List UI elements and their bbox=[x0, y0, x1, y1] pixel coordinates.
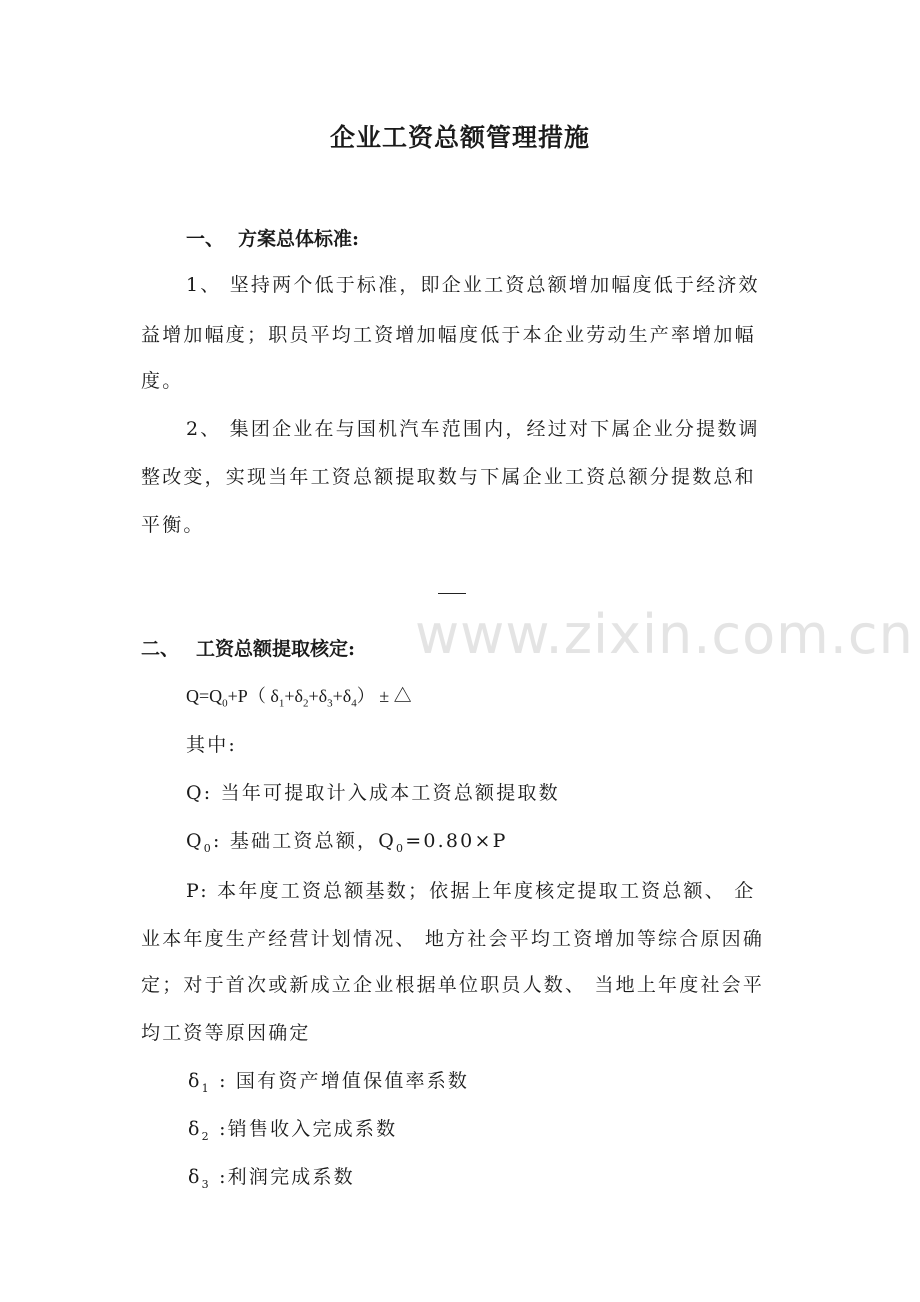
watermark: www.zixin.com.cn bbox=[415, 603, 914, 666]
formula: $Q=Q_0+P$（ $\delta_1+\delta_2+\delta_3+\delta_4$） ± △ bbox=[186, 686, 412, 710]
q-definition: Q: 当年可提取计入成本工资总额提取数 bbox=[186, 782, 560, 804]
q0-definition: $Q_0$: 基础工资总额，$Q_0=0.80\times P$ bbox=[186, 830, 508, 855]
delta3-definition: $\delta_3$ :利润完成系数 bbox=[188, 1166, 355, 1191]
p-def-line4: 均工资等原因确定 bbox=[141, 1022, 311, 1044]
section1-heading: 方案总体标准: bbox=[238, 228, 360, 250]
s1-p2-line2: 整改变，实现当年工资总额提取数与下属企业工资总额分提数总和 bbox=[141, 466, 756, 488]
s1-p1-line1: 1、 坚持两个低于标准，即企业工资总额增加幅度低于经济效 bbox=[186, 274, 760, 296]
page-divider bbox=[438, 593, 466, 594]
section1-number: 一、 bbox=[186, 228, 225, 250]
delta1-definition: $\delta_1$ : 国有资产增值保值率系数 bbox=[188, 1070, 470, 1095]
p-def-line1: P: 本年度工资总额基数；依据上年度核定提取工资总额、 企 bbox=[186, 880, 756, 902]
s1-p1-line3: 度。 bbox=[141, 370, 184, 392]
p-def-line3: 定；对于首次或新成立企业根据单位职员人数、 当地上年度社会平 bbox=[141, 974, 765, 996]
document-title: 企业工资总额管理措施 bbox=[329, 123, 590, 152]
s1-p2-line3: 平衡。 bbox=[141, 514, 205, 536]
section2-heading: 工资总额提取核定: bbox=[196, 638, 356, 660]
p-def-line2: 业本年度生产经营计划情况、 地方社会平均工资增加等综合原因确 bbox=[141, 928, 765, 950]
s1-p2-line1: 2、 集团企业在与国机汽车范围内，经过对下属企业分提数调 bbox=[186, 418, 760, 440]
section2-number: 二、 bbox=[141, 638, 180, 660]
delta2-definition: $\delta_2$ :销售收入完成系数 bbox=[188, 1118, 398, 1143]
where-label: 其中: bbox=[186, 734, 238, 756]
s1-p1-line2: 益增加幅度；职员平均工资增加幅度低于本企业劳动生产率增加幅 bbox=[141, 324, 756, 346]
